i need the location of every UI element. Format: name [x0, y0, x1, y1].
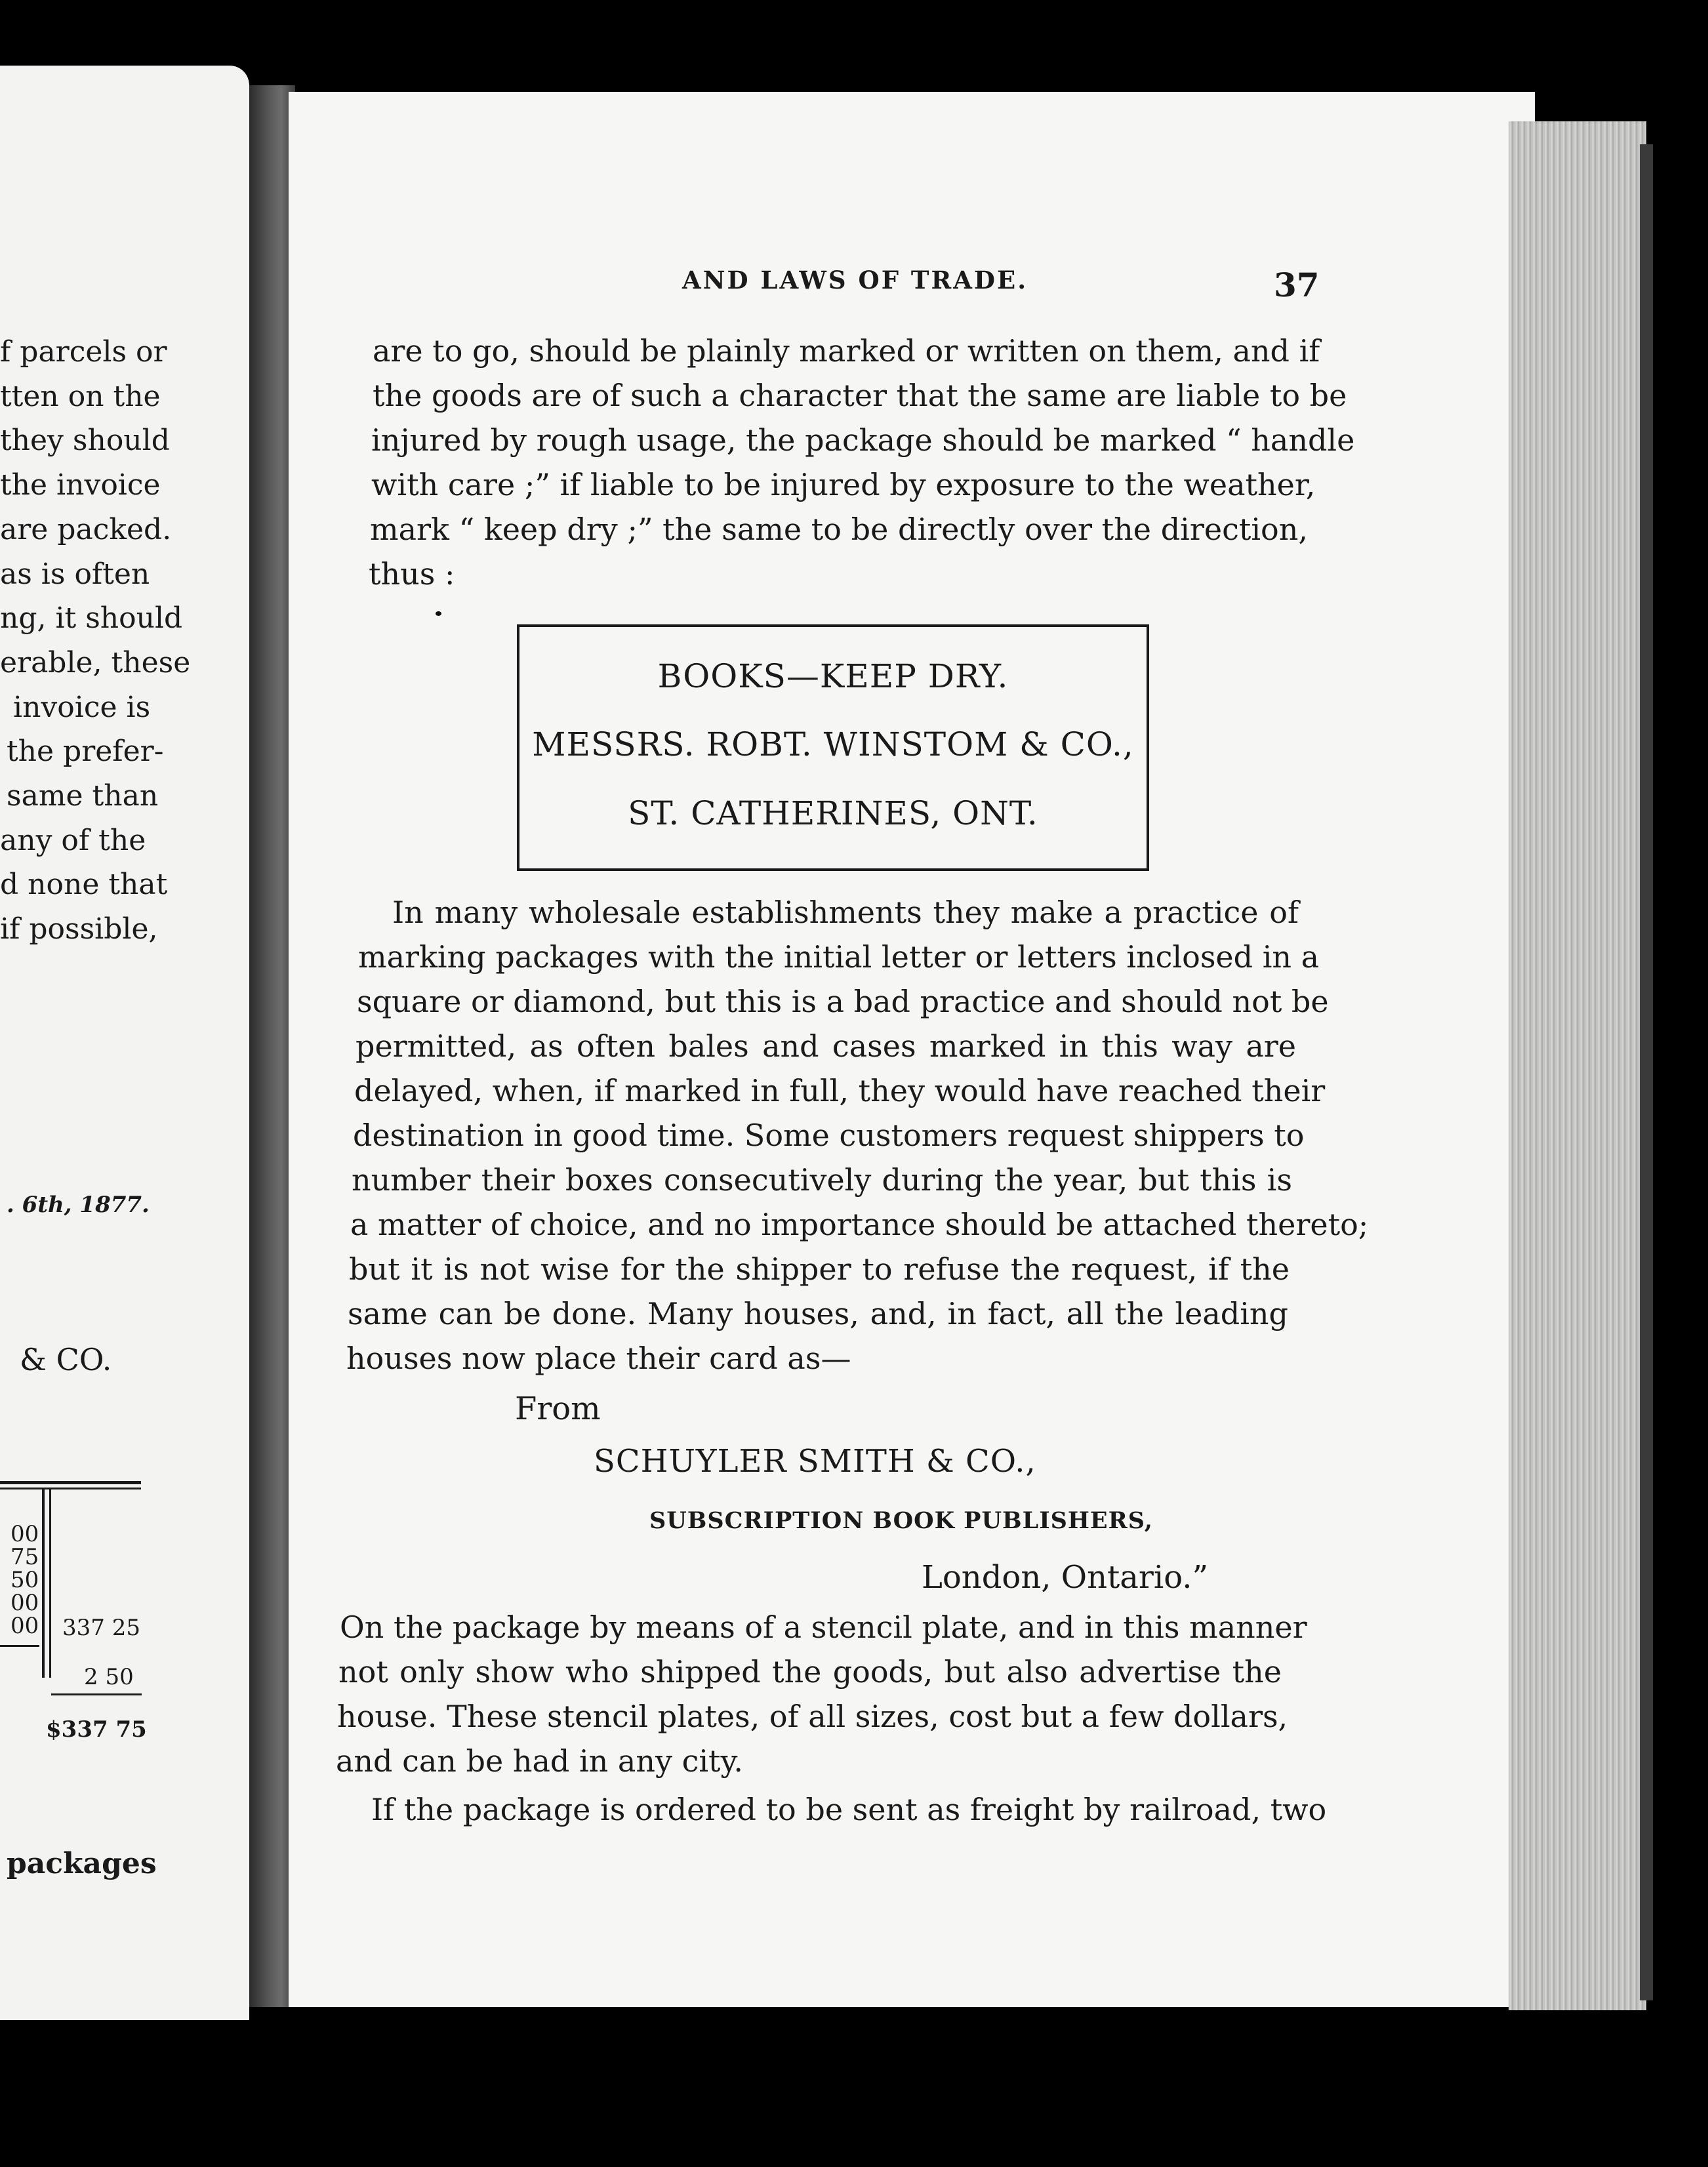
- page-number: 37: [1274, 266, 1320, 304]
- box-line-1: BOOKS—KEEP DRY.: [657, 657, 1009, 695]
- left-text-line: erable, these: [0, 646, 191, 679]
- left-text-line: if possible,: [0, 912, 158, 946]
- left-text-line: the invoice: [0, 468, 161, 502]
- left-text-line: tten on the: [0, 380, 161, 413]
- text-line: On the package by means of a stencil plate, and in this manner: [340, 1610, 1307, 1645]
- page-edges: [1509, 121, 1646, 2010]
- left-text-line: they should: [0, 424, 170, 457]
- left-text-line: invoice is: [13, 691, 151, 724]
- ledger-rule-mid: [0, 1645, 39, 1647]
- left-text-line: the prefer-: [7, 735, 164, 768]
- box-line-2: MESSRS. ROBT. WINSTOM & CO.,: [532, 725, 1134, 763]
- text-line: with care ;” if liable to be injured by exposure to the weather,: [371, 467, 1316, 502]
- ledger-cents: 75: [10, 1544, 39, 1570]
- text-line: In many wholesale establishments they make a practice of: [392, 895, 1299, 930]
- ledger-addition: 2 50: [84, 1664, 134, 1690]
- left-text-line: f parcels or: [0, 335, 167, 369]
- text-line: thus :: [369, 556, 455, 592]
- text-line: same can be done. Many houses, and, in fact, all the leading: [348, 1296, 1288, 1331]
- left-company-fragment: & CO.: [20, 1342, 112, 1377]
- text-line: permitted, as often bales and cases marked in this way are: [356, 1028, 1296, 1064]
- card-subtitle: SUBSCRIPTION BOOK PUBLISHERS,: [649, 1507, 1153, 1534]
- text-line: destination in good time. Some customers request shippers to: [353, 1118, 1305, 1153]
- running-head: AND LAWS OF TRADE.: [682, 266, 1028, 294]
- text-line: not only show who shipped the goods, but also advertise the: [338, 1654, 1282, 1690]
- ledger-rule-top-2: [0, 1488, 141, 1489]
- text-line: and can be had in any city.: [336, 1743, 744, 1779]
- text-line: number their boxes consecutively during the year, but this is: [352, 1162, 1292, 1198]
- ledger-cents: 00: [10, 1590, 39, 1616]
- ledger-column-rule-2: [49, 1488, 51, 1678]
- text-line: delayed, when, if marked in full, they would have reached their: [354, 1073, 1326, 1108]
- text-line: injured by rough usage, the package should be marked “ handle: [371, 422, 1355, 458]
- ledger-rule-total: [51, 1693, 142, 1695]
- left-text-line: same than: [7, 779, 159, 813]
- ledger-rule-top: [0, 1481, 141, 1484]
- card-place: London, Ontario.”: [922, 1559, 1209, 1596]
- ledger-cents: 00: [10, 1613, 39, 1639]
- text-line: marking packages with the initial letter or letters inclosed in a: [358, 939, 1320, 975]
- left-date-fragment: . 6th, 1877.: [7, 1192, 150, 1218]
- text-line: the goods are of such a character that the same are liable to be: [373, 378, 1347, 413]
- ledger-cents: 50: [10, 1567, 39, 1593]
- text-line: are to go, should be plainly marked or written on them, and if: [373, 333, 1320, 369]
- card-company: SCHUYLER SMITH & CO.,: [594, 1443, 1036, 1480]
- ledger-subtotal: 337 25: [62, 1615, 140, 1641]
- ledger-cents: 00: [10, 1521, 39, 1547]
- ink-speck: [436, 611, 441, 616]
- left-text-line: ng, it should: [0, 601, 183, 635]
- ledger-column-rule: [42, 1488, 45, 1678]
- left-text-line: as is often: [0, 557, 150, 591]
- box-line-3: ST. CATHERINES, ONT.: [628, 794, 1038, 832]
- address-box: [517, 624, 1149, 871]
- text-line: a matter of choice, and no importance should be attached thereto;: [350, 1207, 1369, 1242]
- text-line: If the package is ordered to be sent as freight by railroad, two: [371, 1792, 1327, 1827]
- left-text-line: are packed.: [0, 513, 172, 546]
- card-from: From: [515, 1390, 601, 1427]
- left-page: [0, 66, 249, 2020]
- text-line: houses now place their card as—: [346, 1341, 851, 1376]
- left-bottom-word: packages: [7, 1847, 157, 1880]
- left-text-line: d none that: [0, 868, 168, 901]
- text-line: mark “ keep dry ;” the same to be directly over the direction,: [370, 512, 1308, 547]
- text-line: square or diamond, but this is a bad practice and should not be: [357, 984, 1329, 1019]
- text-line: but it is not wise for the shipper to refuse the request, if the: [349, 1251, 1290, 1287]
- page-edges-shadow: [1640, 144, 1653, 2000]
- left-text-line: any of the: [0, 824, 146, 857]
- text-line: house. These stencil plates, of all sizes, cost but a few dollars,: [337, 1699, 1288, 1734]
- ledger-total: $337 75: [46, 1716, 147, 1743]
